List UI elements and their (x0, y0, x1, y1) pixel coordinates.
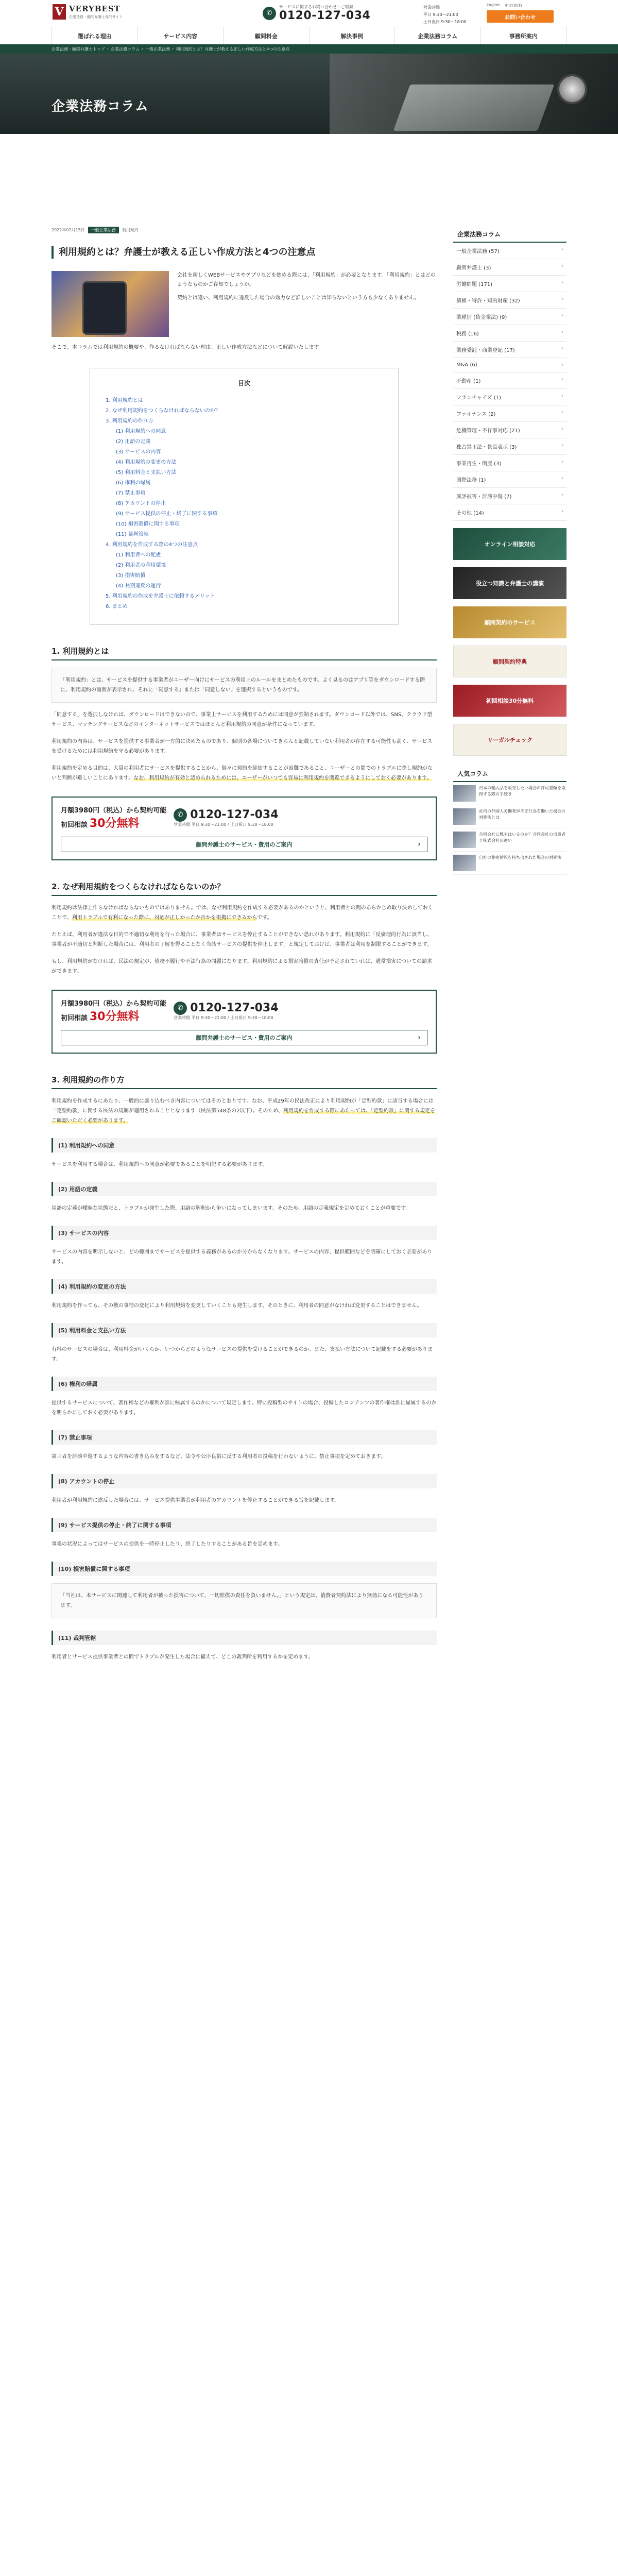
category-item[interactable]: 独占禁止法・景品表示 (3) › (453, 438, 566, 455)
logo-mark: V (53, 4, 66, 20)
toc-item[interactable]: (1) 利用規約への同意 (116, 429, 166, 435)
paragraph: 提供するサービスについて、著作権などの権利が誰に帰属するのかについて規定します。特に投稿型のサイトの場合、投稿したコンテンツの著作権は誰に帰属するのかを明らかにしておく必要があります。 (52, 1400, 437, 1416)
cta-phone-hours: 営業時間 平日 9:30〜21:00 / 土日祝日 9:30〜18:00 (174, 822, 273, 827)
paragraph: 「同意する」を選択しなければ、ダウンロードはできないので、事業上サービスを利用するためには同意が強制されます。ダウンロード以外では、SNS、クラウド型サービス、マッチングサービスなどのインターネットサービスではほとんど利用規約の同意が条件になっています。 (52, 712, 433, 728)
paragraph: 有料のサービスの場合は、利用料金がいくらか、いつからどのようなサービスの提供を受けることができるのか、また、支払い方法について記載をする必要があります。 (52, 1347, 433, 1363)
category-item[interactable]: 風評被害・誹謗中傷 (7) › (453, 488, 566, 504)
paragraph: サービスの内容を明示しないと、どの範囲までサービスを提供する義務があるのか分からなくなります。サービスの内容、提供範囲などを明確にしておく必要があります。 (52, 1249, 433, 1265)
nav-item-services[interactable]: サービス内容 (138, 27, 224, 45)
category-item[interactable]: 税務 (16) › (453, 325, 566, 342)
watch-graphic (557, 74, 587, 104)
breadcrumb-home[interactable]: 企業法務・顧問弁護士トップ (52, 47, 105, 52)
toc-item[interactable]: (3) 損害賠償 (116, 573, 146, 579)
subsection-heading: (7) 禁止事項 (52, 1430, 437, 1445)
cta-phone-hours: 営業時間 平日 9:30〜21:00 / 土日祝日 9:30〜18:00 (174, 1015, 273, 1020)
laptop-graphic (393, 84, 555, 131)
hero-title: 企業法務コラム (52, 99, 149, 114)
nav-item-column[interactable]: 企業法務コラム (394, 27, 480, 45)
paragraph (52, 764, 437, 783)
site-logo[interactable] (53, 4, 123, 20)
toc-item[interactable]: 3. 利用規約の作り方 (106, 418, 153, 425)
cta-phone-number: 0120-127-034 (190, 1002, 279, 1015)
column-title: 自社の秘密情報を持ち出された場合の対処法 (479, 855, 561, 860)
article-main (52, 227, 437, 1662)
nav-item-reasons[interactable]: 選ばれる理由 (52, 27, 138, 45)
services-fees-button[interactable]: 顧問弁護士のサービス・費用のご案内 › (61, 1030, 427, 1045)
breadcrumb-current: 利用規約とは？弁護士が教える正しい作成方法と4つの注意点 (176, 47, 290, 52)
paragraph (52, 903, 437, 923)
cta-tel-block[interactable] (174, 1002, 278, 1021)
cta-price-block (61, 998, 166, 1024)
paragraph: 利用者とサービス提供事業者との間でトラブルが発生した場合に備えて、どこの裁判所を利用するかを定めます。 (52, 1654, 314, 1660)
cta-consult-label: 初回相談 (61, 821, 88, 829)
toc-item[interactable]: (6) 権利の帰属 (116, 480, 151, 486)
lang-english-link[interactable]: English (487, 3, 500, 7)
column-thumbnail (453, 855, 476, 871)
popular-columns (453, 766, 566, 875)
category-item[interactable]: 業務委託・商業登記 (17) › (453, 342, 566, 358)
paragraph: 利用規約の内容は、サービスを提供する事業者が一方的に決めたものであり、個別の各場についてきちんと記載していない利用者が存在する可能性も高く、サービスを受けるためには利用規約を守る必要があります。 (52, 739, 433, 755)
paragraph: 利用者が利用規約に違反した場合には、サービス提供事業者が利用者のアカウントを停止することができる旨を記載します。 (52, 1498, 340, 1504)
subsection-heading: (8) アカウントの停止 (52, 1474, 437, 1488)
category-item[interactable]: 業種別 (貸金業法) (9) › (453, 309, 566, 325)
toc-list (106, 396, 383, 612)
services-fees-button[interactable]: 顧問弁護士のサービス・費用のご案内 › (61, 837, 427, 852)
phone-icon: ✆ (174, 1002, 187, 1015)
cta-tel-block[interactable] (174, 808, 278, 827)
column-title: 合同会社に株主はいるのか？合同会社の出資者と株式会社の違い (479, 832, 565, 843)
category-item[interactable]: 顧問弁護士 (3) › (453, 259, 566, 276)
toc-item[interactable]: (10) 損害賠償に関する事項 (116, 521, 180, 528)
paragraph: 用語の定義が曖昧な状態だと、トラブルが発生した際、用語の解釈から争いになってしまいます。そのため、用語の定義規定を定めておくことが重要です。 (52, 1206, 411, 1212)
paragraph: 事業の状況によってはサービスの提供を一時停止したり、終了したりすることがある旨を定めます。 (52, 1541, 283, 1548)
cta-consult (61, 1008, 166, 1024)
breadcrumb-separator: › (107, 46, 109, 51)
cta-price: 月額3980円（税込）から契約可能 (61, 1000, 167, 1008)
header-contact-button[interactable]: お問い合わせ (487, 10, 554, 23)
toc-item[interactable]: 5. 利用規約の作成を弁護士に依頼するメリット (106, 594, 215, 600)
cta-consult-free: 30分無料 (89, 817, 140, 831)
subsection-heading: (3) サービスの内容 (52, 1226, 437, 1240)
header-hours-weekend: 土日祝日 9:30〜18:00 (423, 20, 467, 24)
toc-item[interactable]: (3) サービスの内容 (116, 449, 161, 455)
lang-chinese-link[interactable]: 中文(简体) (505, 4, 522, 8)
cta-consult-free: 30分無料 (89, 1010, 140, 1024)
popular-column-item[interactable] (453, 852, 566, 875)
intro-paragraph: 契約とは違い、利用規約に違反した場合の効力など詳しいことは知らないという方も少なくありません。 (177, 295, 420, 301)
toc-item[interactable]: (11) 裁判管轄 (116, 532, 149, 538)
subsection-heading: (10) 損害賠償に関する事項 (52, 1562, 437, 1576)
paragraph: もし、利用規約がなければ、民法の規定が、債務不履行や不法行為の問題になります。利用規約による損害賠償の責任が予定されていれば、通常損害についての請求ができます。 (52, 959, 432, 975)
definition-box: 「利用規約」とは、サービスを提供する事業者がユーザー向けにサービスの利用上のルールをまとめたものです。よく見るのはアプリ等をダウンロードする際に、利用規約の画面が表示され、それに「同意する」または「同意しない」を選択するというものです。 (52, 668, 437, 703)
table-of-contents (90, 368, 399, 625)
subsection-heading: (5) 利用料金と支払い方法 (52, 1323, 437, 1337)
hero-banner (0, 44, 618, 134)
section-heading: 3. 利用規約の作り方 (52, 1074, 437, 1089)
toc-item[interactable]: (7) 禁止事項 (116, 490, 146, 497)
header-phone[interactable] (263, 4, 370, 22)
breadcrumb-category[interactable]: 一般企業法務 (145, 47, 170, 52)
nav-item-cases[interactable]: 解決事例 (309, 27, 395, 45)
paragraph-text: 利用規約は法律上作らなければならないものではありません。では、なぜ利用規約を作成する必要があるのかというと、利用者との間のあらかじめ取り決めしておくことで、 (52, 905, 433, 921)
popular-columns-heading: 人気コラム (453, 766, 566, 782)
nav-item-office[interactable]: 事務所案内 (480, 27, 567, 45)
toc-item[interactable]: 4. 利用規約を作成する際の4つの注意点 (106, 542, 198, 548)
category-item[interactable]: その他 (14) › (453, 504, 566, 521)
phone-icon: ✆ (174, 808, 187, 822)
cta-row (61, 998, 427, 1024)
toc-item[interactable]: 6. まとめ (106, 604, 128, 610)
category-item[interactable]: 国際法務 (1) › (453, 471, 566, 488)
header-phone-stack (279, 4, 370, 22)
global-nav (0, 27, 618, 44)
breadcrumb-column[interactable]: 企業法務コラム (110, 47, 140, 52)
subsection-heading: (6) 権利の帰属 (52, 1377, 437, 1391)
toc-item[interactable]: 1. 利用規約とは (106, 398, 143, 404)
category-item[interactable]: M&A (6) › (453, 358, 566, 372)
cta-box (52, 796, 437, 860)
toc-item[interactable]: 2. なぜ利用規約をつくらなければならないのか？ (106, 408, 220, 414)
toc-item[interactable]: (8) アカウントの停止 (116, 501, 166, 507)
phone-icon: ✆ (263, 7, 276, 20)
paragraph: 利用規約を作っても、その後の事情の変化により利用規約を変更していくことも発生します。そのときに、利用者の同意がなければ変更することはできません。 (52, 1303, 422, 1309)
article-meta (52, 227, 437, 233)
legal-check-banner[interactable]: リーガルチェック (453, 724, 566, 756)
cta-price-block (61, 805, 166, 831)
cta-phone (174, 808, 278, 822)
cta-price: 月額3980円（税込）から契約可能 (61, 807, 167, 815)
online-consult-banner[interactable]: オンライン相談対応 (453, 528, 566, 560)
header-hours-label: 営業時間 (423, 5, 440, 10)
header-phone-number: 0120-127-034 (279, 9, 371, 22)
paragraph-text: 利用規約を作成するにあたり、一般的に盛り込むべき内容についてはそのとおりです。なお、平成29年の民法改正により利用規約が「定型約款」に該当する場合には「定型約款」に関する民法の規制が適用されることとなります（民法第548条の2以下）。そのため、 (52, 1098, 434, 1114)
paragraph: サービスを利用する場合は、利用規約への同意が必要であることを明記する必要があります。 (52, 1162, 268, 1168)
category-item[interactable]: 事業再生・倒産 (3) › (453, 455, 566, 471)
subsection-heading: (9) サービス提供の停止・終了に関する事項 (52, 1518, 437, 1532)
global-nav-inner (52, 27, 566, 45)
highlight-text: 利用規約を作成する際にあたっては、「定型約款」に関する規定をご確認いただく必要があります。 (52, 1108, 436, 1124)
logo-name: VERYBEST (69, 4, 121, 13)
article-date: 2022年02月15日 (52, 228, 85, 232)
category-list (453, 243, 566, 521)
sidebar (453, 227, 566, 875)
tag-link[interactable]: 利用規約 (122, 228, 139, 232)
column-title: 社内の外国人労働者が不正行為を働いた場合の対処法とは (479, 809, 565, 820)
hero-image (330, 54, 618, 134)
toc-item[interactable]: (2) 利用者の利用環境 (116, 563, 166, 569)
sidebar-heading: 企業法務コラム (453, 227, 566, 243)
category-item[interactable]: ファイナンス (2) › (453, 405, 566, 422)
toc-item[interactable]: (9) サービス提供の停止・終了に関する事項 (116, 511, 218, 517)
nav-item-fees[interactable]: 顧問料金 (223, 27, 309, 45)
section-heading: 2. なぜ利用規約をつくらなければならないのか？ (52, 881, 437, 896)
header-hours (423, 4, 467, 26)
cta-consult-label: 初回相談 (61, 1014, 88, 1023)
paragraph: 第三者を誹謗中傷するような内容の書き込みをするなど、法令や公序良俗に反する利用者の投稿を行わないように、禁止事項を定めておきます。 (52, 1454, 386, 1460)
breadcrumb-separator: › (172, 46, 174, 51)
language-links (487, 3, 522, 8)
subsection-heading: (11) 裁判管轄 (52, 1631, 437, 1645)
logo-text (69, 4, 123, 20)
intro-paragraph: 会社を新しくWEBサービスやアプリなどを始める際には、「利用規約」が必要となります。「利用規約」とはどのようなものかご存知でしょうか。 (177, 273, 436, 288)
column-thumbnail (453, 808, 476, 825)
toc-item[interactable]: (5) 利用料金と支払い方法 (116, 470, 177, 476)
paragraph (52, 1096, 437, 1126)
column-thumbnail (453, 785, 476, 802)
toc-item[interactable]: (4) 長期違反の運行 (116, 583, 161, 589)
advisory-benefit-banner[interactable]: 顧問契約特典 (453, 646, 566, 677)
cta-phone (174, 1002, 278, 1015)
category-item[interactable]: フランチャイズ (1) › (453, 389, 566, 405)
toc-item[interactable]: (1) 利用者への配慮 (116, 552, 161, 558)
free-consult-banner[interactable]: 初回相談30分無料 (453, 685, 566, 717)
paragraph: たとえば、利用者が違法な目的で不適切な利用を行った場合に、事業者はサービスを停止することができない恐れがあります。利用規約に「反倫理的行為に該当し、事業者が不適切と判断した場合には、利用者の了解を得ることなく当該サービスの提供を停止します」と規定しておけば、事業者は利用を制限することができます。 (52, 932, 433, 948)
logo-subtitle: 企業法務・顧問弁護士専門サイト (69, 15, 123, 19)
toc-item[interactable]: (4) 利用規約の変更の方法 (116, 460, 177, 466)
seminar-banner[interactable]: 役立つ知識と弁護士の講演 (453, 567, 566, 599)
header-phone-caption: サービスに関するお問い合わせ・ご相談 (279, 5, 353, 9)
category-item[interactable]: 危機管理・不祥事対応 (21) › (453, 422, 566, 438)
article-title: 利用規約とは？弁護士が教える正しい作成方法と4つの注意点 (52, 246, 437, 259)
quote-box: 「当社は、本サービスに関連して利用者が被った損害について、一切賠償の責任を負いません。」という規定は、消費者契約法により無効になる可能性があります。 (52, 1583, 437, 1618)
category-item[interactable]: 不動産 (1) › (453, 372, 566, 389)
highlight-text: なお、利用規約が有効と認められるためには、ユーザーがいつでも容易に利用規約を閲覧できるようにしておく必要があります。 (133, 775, 432, 782)
header-hours-weekday: 平日 9:30〜21:00 (423, 12, 458, 17)
site-header (0, 0, 618, 27)
popular-column-item[interactable] (453, 828, 566, 852)
breadcrumb-bar (0, 44, 618, 54)
cta-phone-number: 0120-127-034 (190, 808, 279, 822)
advisory-service-banner[interactable]: 顧問契約のサービス (453, 606, 566, 638)
breadcrumb (52, 46, 289, 52)
cta-consult (61, 815, 166, 831)
category-item[interactable]: 一般企業法務 (57) › (453, 243, 566, 259)
intro-image (52, 271, 169, 337)
intro-text (177, 271, 437, 337)
cta-row (61, 805, 427, 831)
category-item[interactable]: 労働問題 (171) › (453, 276, 566, 292)
highlight-text: 利用トラブルで有利になった際に、対応が正しかったか否かを根拠にできるから (72, 915, 258, 921)
paragraph-text: です。 (257, 915, 272, 921)
column-title: 日本の輸入品を販売したい場合の許可書類を取得する際の手続き (479, 786, 565, 796)
subsection-heading: (1) 利用規約への同意 (52, 1138, 437, 1153)
column-thumbnail (453, 832, 476, 848)
subsection-heading: (2) 用語の定義 (52, 1182, 437, 1196)
section-heading: 1. 利用規約とは (52, 646, 437, 660)
toc-title: 目次 (237, 380, 250, 387)
popular-column-item[interactable] (453, 782, 566, 805)
cta-box (52, 990, 437, 1054)
breadcrumb-separator: › (141, 46, 144, 51)
paragraph-text: 利用規約を定める目的は、大量の利用者にサービスを提供することから、個々に契約を締結することが困難であること、ユーザーとの間でのトラブルに際し規約がないと判断が難しいことにあります。 (52, 766, 433, 782)
article-intro (52, 271, 437, 337)
subsection-heading: (4) 利用規約の変更の方法 (52, 1279, 437, 1294)
category-item[interactable]: 債権・特許・知的財産 (32) › (453, 292, 566, 309)
popular-column-item[interactable] (453, 805, 566, 828)
category-badge[interactable]: 一般企業法務 (88, 227, 119, 233)
intro-lead: そこで、本コラムでは利用規約の概要や、作るなければならない理由、正しい作成方法などについて解説いたします。 (52, 345, 324, 351)
toc-item[interactable]: (2) 用語の定義 (116, 439, 151, 445)
